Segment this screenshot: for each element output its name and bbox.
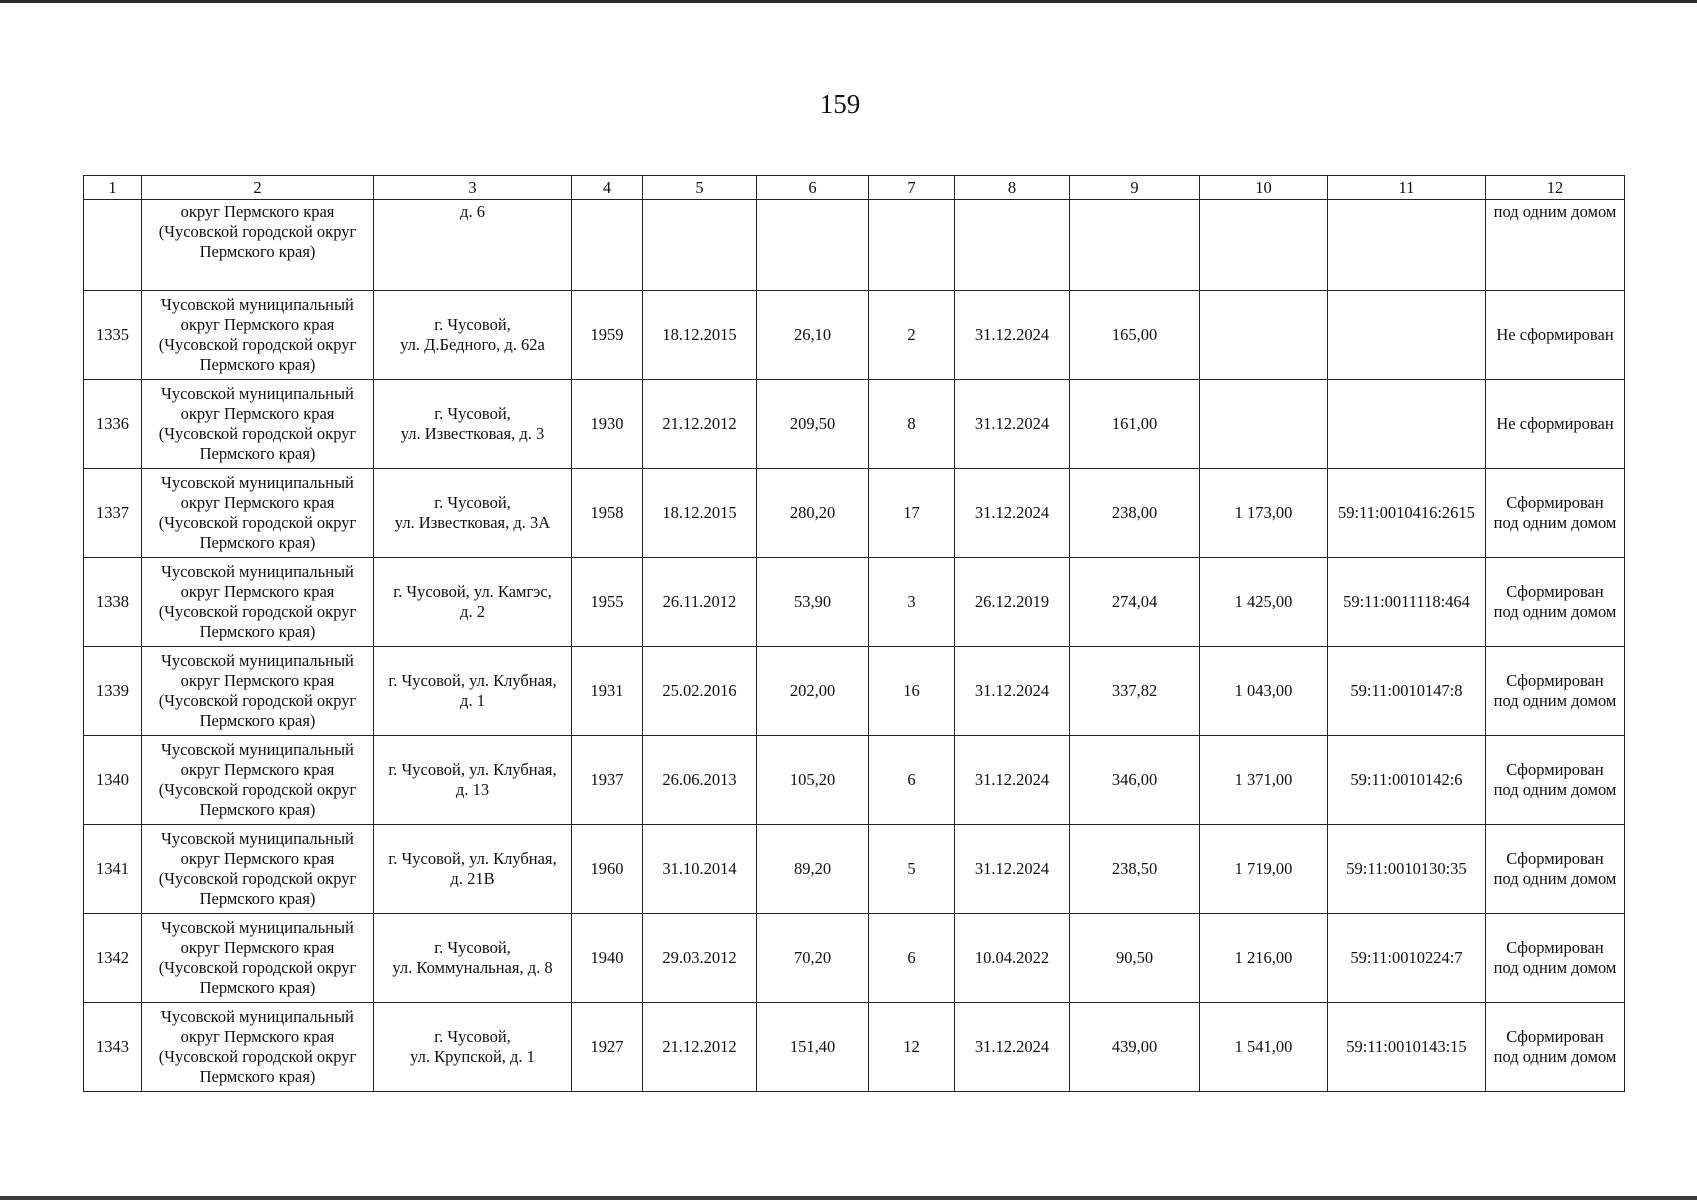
year-built-cell: 1931 [572, 647, 643, 736]
cadastral-number-cell: 59:11:0010143:15 [1328, 1003, 1486, 1092]
land-status-cell [1486, 825, 1625, 914]
municipality-line: округ Пермского края [180, 493, 335, 512]
municipality-line: (Чусовской городской округ [158, 780, 357, 799]
area-cell [757, 200, 869, 291]
address-line: г. Чусовой, [434, 493, 511, 512]
municipality-cell [142, 558, 374, 647]
address-cell [374, 1003, 572, 1092]
municipality-cell [142, 647, 374, 736]
municipality-line: (Чусовской городской округ [158, 424, 357, 443]
year-built-cell: 1955 [572, 558, 643, 647]
living-area-cell: 337,82 [1070, 647, 1200, 736]
resettlement-deadline-cell: 31.12.2024 [955, 647, 1070, 736]
municipality-line: Пермского края) [199, 355, 316, 374]
year-built-cell: 1958 [572, 469, 643, 558]
municipality-line: Пермского края) [199, 242, 316, 261]
area-cell: 53,90 [757, 558, 869, 647]
residents-cell: 6 [869, 736, 955, 825]
row-number-cell: 1340 [84, 736, 142, 825]
municipality-line: Пермского края) [199, 978, 316, 997]
housing-registry-table [83, 175, 1625, 1092]
column-header: 12 [1486, 176, 1625, 200]
municipality-line: округ Пермского края [180, 671, 335, 690]
cadastral-number-cell: 59:11:0010224:7 [1328, 914, 1486, 1003]
residents-cell: 2 [869, 291, 955, 380]
land-area-cell [1200, 380, 1328, 469]
address-cell [374, 914, 572, 1003]
cadastral-number-cell: 59:11:0010130:35 [1328, 825, 1486, 914]
resettlement-deadline-cell: 31.12.2024 [955, 736, 1070, 825]
municipality-line: Пермского края) [199, 800, 316, 819]
address-line: д. 6 [460, 202, 485, 221]
address-line: д. 2 [460, 602, 485, 621]
column-number-row [84, 176, 1625, 200]
column-header: 2 [142, 176, 374, 200]
address-cell [374, 200, 572, 291]
municipality-line: Пермского края) [199, 1067, 316, 1086]
recognition-date-cell: 18.12.2015 [643, 291, 757, 380]
table-row [84, 291, 1625, 380]
year-built-cell: 1927 [572, 1003, 643, 1092]
address-cell [374, 825, 572, 914]
area-cell: 70,20 [757, 914, 869, 1003]
land-status-cell [1486, 469, 1625, 558]
land-status-line: Сформирован [1506, 493, 1604, 512]
cadastral-number-cell: 59:11:0010142:6 [1328, 736, 1486, 825]
municipality-line: Чусовской муниципальный [161, 562, 354, 581]
land-status-line: под одним домом [1493, 602, 1617, 621]
municipality-line: Чусовской муниципальный [161, 918, 354, 937]
address-line: д. 1 [460, 691, 485, 710]
land-status-line: Сформирован [1506, 938, 1604, 957]
address-line: ул. Коммунальная, д. 8 [392, 958, 553, 977]
resettlement-deadline-cell: 31.12.2024 [955, 380, 1070, 469]
address-line: г. Чусовой, ул. Камгэс, [393, 582, 552, 601]
address-cell [374, 380, 572, 469]
recognition-date-cell [643, 200, 757, 291]
table-body [84, 176, 1625, 1092]
year-built-cell: 1960 [572, 825, 643, 914]
recognition-date-cell: 29.03.2012 [643, 914, 757, 1003]
municipality-line: (Чусовской городской округ [158, 513, 357, 532]
area-cell: 151,40 [757, 1003, 869, 1092]
row-number-cell: 1342 [84, 914, 142, 1003]
table-row [84, 647, 1625, 736]
living-area-cell: 165,00 [1070, 291, 1200, 380]
land-area-cell: 1 541,00 [1200, 1003, 1328, 1092]
address-line: ул. Д.Бедного, д. 62а [400, 335, 545, 354]
municipality-cell [142, 1003, 374, 1092]
column-header: 3 [374, 176, 572, 200]
municipality-line: Пермского края) [199, 622, 316, 641]
living-area-cell: 238,50 [1070, 825, 1200, 914]
address-line: д. 21В [450, 869, 495, 888]
residents-cell: 8 [869, 380, 955, 469]
living-area-cell: 161,00 [1070, 380, 1200, 469]
municipality-line: Чусовской муниципальный [161, 651, 354, 670]
municipality-cell [142, 736, 374, 825]
land-status-cell [1486, 647, 1625, 736]
municipality-line: (Чусовской городской округ [158, 1047, 357, 1066]
land-status-cell [1486, 380, 1625, 469]
land-status-line: Сформирован [1506, 582, 1604, 601]
recognition-date-cell: 26.11.2012 [643, 558, 757, 647]
municipality-line: (Чусовской городской округ [158, 335, 357, 354]
address-line: г. Чусовой, [434, 938, 511, 957]
year-built-cell: 1937 [572, 736, 643, 825]
land-status-cell [1486, 736, 1625, 825]
year-built-cell: 1959 [572, 291, 643, 380]
land-status-line: Сформирован [1506, 671, 1604, 690]
municipality-line: (Чусовской городской округ [158, 222, 357, 241]
municipality-line: Чусовской муниципальный [161, 740, 354, 759]
municipality-line: (Чусовской городской округ [158, 602, 357, 621]
residents-cell: 5 [869, 825, 955, 914]
land-status-line: Сформирован [1506, 1027, 1604, 1046]
address-line: г. Чусовой, [434, 404, 511, 423]
municipality-cell [142, 291, 374, 380]
address-line: ул. Известковая, д. 3А [394, 513, 551, 532]
municipality-line: округ Пермского края [180, 582, 335, 601]
area-cell: 280,20 [757, 469, 869, 558]
living-area-cell: 346,00 [1070, 736, 1200, 825]
column-header: 6 [757, 176, 869, 200]
area-cell: 26,10 [757, 291, 869, 380]
residents-cell: 16 [869, 647, 955, 736]
land-status-line: под одним домом [1493, 780, 1617, 799]
recognition-date-cell: 25.02.2016 [643, 647, 757, 736]
municipality-cell [142, 914, 374, 1003]
land-area-cell: 1 216,00 [1200, 914, 1328, 1003]
municipality-cell [142, 469, 374, 558]
column-header: 11 [1328, 176, 1486, 200]
area-cell: 209,50 [757, 380, 869, 469]
address-line: г. Чусовой, [434, 315, 511, 334]
land-status-line: под одним домом [1493, 513, 1617, 532]
municipality-line: округ Пермского края [180, 202, 335, 221]
scan-bottom-edge [0, 1196, 1697, 1200]
row-number-cell: 1343 [84, 1003, 142, 1092]
land-status-line: под одним домом [1493, 691, 1617, 710]
recognition-date-cell: 21.12.2012 [643, 380, 757, 469]
land-area-cell: 1 043,00 [1200, 647, 1328, 736]
table-row [84, 380, 1625, 469]
municipality-line: Чусовской муниципальный [161, 295, 354, 314]
address-cell [374, 291, 572, 380]
municipality-line: Чусовской муниципальный [161, 1007, 354, 1026]
land-area-cell: 1 425,00 [1200, 558, 1328, 647]
row-number-cell: 1339 [84, 647, 142, 736]
residents-cell: 6 [869, 914, 955, 1003]
year-built-cell: 1930 [572, 380, 643, 469]
column-header: 5 [643, 176, 757, 200]
table-row [84, 469, 1625, 558]
area-cell: 105,20 [757, 736, 869, 825]
row-number-cell: 1338 [84, 558, 142, 647]
resettlement-deadline-cell: 10.04.2022 [955, 914, 1070, 1003]
resettlement-deadline-cell: 31.12.2024 [955, 291, 1070, 380]
resettlement-deadline-cell: 31.12.2024 [955, 825, 1070, 914]
column-header: 1 [84, 176, 142, 200]
residents-cell [869, 200, 955, 291]
residents-cell: 3 [869, 558, 955, 647]
municipality-line: Чусовской муниципальный [161, 829, 354, 848]
row-number-cell: 1337 [84, 469, 142, 558]
cadastral-number-cell: 59:11:0011118:464 [1328, 558, 1486, 647]
municipality-line: (Чусовской городской округ [158, 958, 357, 977]
municipality-cell [142, 380, 374, 469]
recognition-date-cell: 31.10.2014 [643, 825, 757, 914]
continuation-row [84, 200, 1625, 291]
living-area-cell: 90,50 [1070, 914, 1200, 1003]
land-status-cell [1486, 1003, 1625, 1092]
municipality-line: Пермского края) [199, 444, 316, 463]
municipality-line: Пермского края) [199, 711, 316, 730]
cadastral-number-cell [1328, 380, 1486, 469]
resettlement-deadline-cell: 31.12.2024 [955, 469, 1070, 558]
land-status-cell [1486, 914, 1625, 1003]
municipality-line: Чусовской муниципальный [161, 473, 354, 492]
column-header: 8 [955, 176, 1070, 200]
column-header: 7 [869, 176, 955, 200]
living-area-cell: 238,00 [1070, 469, 1200, 558]
recognition-date-cell: 26.06.2013 [643, 736, 757, 825]
land-status-cell [1486, 558, 1625, 647]
municipality-line: округ Пермского края [180, 760, 335, 779]
page-number: 159 [819, 89, 861, 119]
land-status-line: Не сформирован [1496, 414, 1614, 433]
land-status-cell [1486, 291, 1625, 380]
land-status-cell [1486, 200, 1625, 291]
address-line: г. Чусовой, ул. Клубная, [388, 849, 557, 868]
municipality-line: Пермского края) [199, 889, 316, 908]
address-line: ул. Крупской, д. 1 [410, 1047, 535, 1066]
area-cell: 202,00 [757, 647, 869, 736]
cadastral-number-cell [1328, 291, 1486, 380]
living-area-cell [1070, 200, 1200, 291]
resettlement-deadline-cell: 26.12.2019 [955, 558, 1070, 647]
land-area-cell: 1 173,00 [1200, 469, 1328, 558]
land-area-cell: 1 719,00 [1200, 825, 1328, 914]
table-row [84, 1003, 1625, 1092]
table-row [84, 558, 1625, 647]
municipality-line: округ Пермского края [180, 1027, 335, 1046]
land-status-line: под одним домом [1493, 202, 1617, 221]
living-area-cell: 274,04 [1070, 558, 1200, 647]
year-built-cell: 1940 [572, 914, 643, 1003]
land-area-cell [1200, 291, 1328, 380]
resettlement-deadline-cell: 31.12.2024 [955, 1003, 1070, 1092]
municipality-line: округ Пермского края [180, 849, 335, 868]
address-line: г. Чусовой, ул. Клубная, [388, 760, 557, 779]
living-area-cell: 439,00 [1070, 1003, 1200, 1092]
address-cell [374, 558, 572, 647]
land-area-cell: 1 371,00 [1200, 736, 1328, 825]
row-number-cell: 1341 [84, 825, 142, 914]
area-cell: 89,20 [757, 825, 869, 914]
cadastral-number-cell [1328, 200, 1486, 291]
residents-cell: 12 [869, 1003, 955, 1092]
land-status-line: под одним домом [1493, 1047, 1617, 1066]
municipality-line: округ Пермского края [180, 938, 335, 957]
row-number-cell: 1335 [84, 291, 142, 380]
recognition-date-cell: 21.12.2012 [643, 1003, 757, 1092]
table-row [84, 825, 1625, 914]
address-line: г. Чусовой, [434, 1027, 511, 1046]
land-status-line: под одним домом [1493, 869, 1617, 888]
address-cell [374, 469, 572, 558]
column-header: 10 [1200, 176, 1328, 200]
municipality-line: округ Пермского края [180, 404, 335, 423]
address-cell [374, 647, 572, 736]
recognition-date-cell: 18.12.2015 [643, 469, 757, 558]
resettlement-deadline-cell [955, 200, 1070, 291]
column-header: 9 [1070, 176, 1200, 200]
table-row [84, 914, 1625, 1003]
municipality-line: Чусовской муниципальный [161, 384, 354, 403]
municipality-line: округ Пермского края [180, 315, 335, 334]
municipality-line: Пермского края) [199, 533, 316, 552]
land-area-cell [1200, 200, 1328, 291]
land-status-line: Не сформирован [1496, 325, 1614, 344]
municipality-cell [142, 200, 374, 291]
table-row [84, 736, 1625, 825]
column-header: 4 [572, 176, 643, 200]
scan-top-edge [0, 0, 1697, 3]
address-line: г. Чусовой, ул. Клубная, [388, 671, 557, 690]
land-status-line: Сформирован [1506, 849, 1604, 868]
year-built-cell [572, 200, 643, 291]
municipality-line: (Чусовской городской округ [158, 691, 357, 710]
municipality-cell [142, 825, 374, 914]
row-number-cell: 1336 [84, 380, 142, 469]
land-status-line: Сформирован [1506, 760, 1604, 779]
address-cell [374, 736, 572, 825]
address-line: ул. Известковая, д. 3 [400, 424, 545, 443]
cadastral-number-cell: 59:11:0010416:2615 [1328, 469, 1486, 558]
row-number-cell [84, 200, 142, 291]
address-line: д. 13 [455, 780, 490, 799]
residents-cell: 17 [869, 469, 955, 558]
municipality-line: (Чусовской городской округ [158, 869, 357, 888]
cadastral-number-cell: 59:11:0010147:8 [1328, 647, 1486, 736]
land-status-line: под одним домом [1493, 958, 1617, 977]
